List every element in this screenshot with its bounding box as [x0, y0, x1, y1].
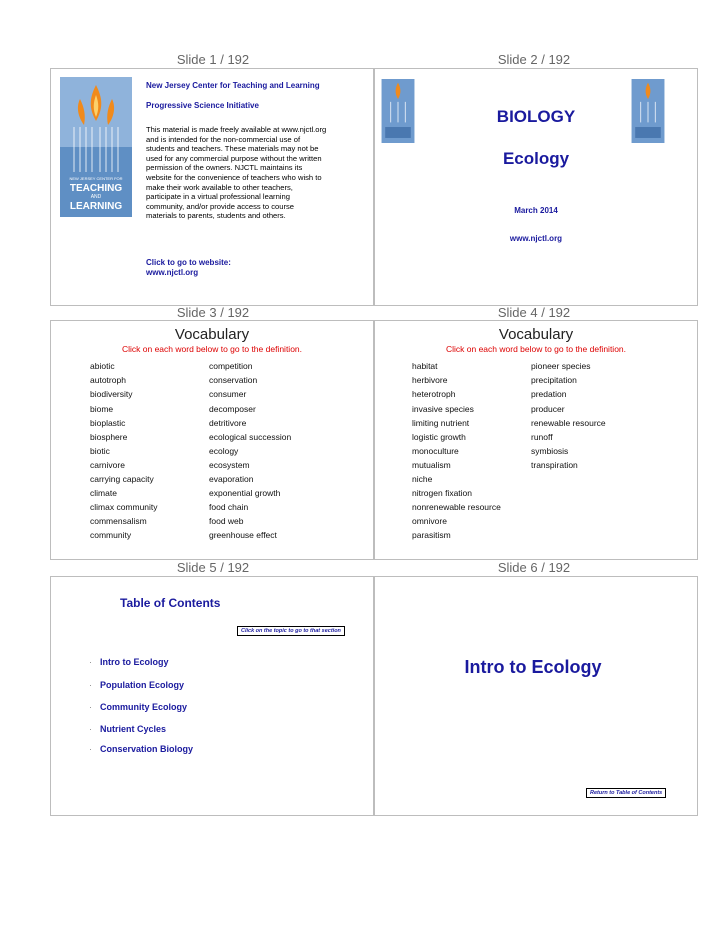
toc-item-community-ecology[interactable]: · Community Ecology [89, 702, 188, 712]
toc-item-conservation-biology[interactable]: · Conservation Biology [89, 744, 194, 754]
vocab-word[interactable]: community [90, 530, 132, 540]
vocab-word[interactable]: omnivore [412, 516, 447, 526]
vocab-word[interactable]: habitat [412, 361, 438, 371]
vocab-word[interactable]: biodiversity [90, 389, 133, 399]
vocab-word[interactable]: ecosystem [209, 460, 250, 470]
vocab-word[interactable]: consumer [209, 389, 247, 399]
slide-2-url[interactable]: www.njctl.org [509, 234, 563, 243]
slide-3-title: Vocabulary [174, 326, 250, 343]
vocab-word[interactable]: pioneer species [531, 361, 591, 371]
vocab-word[interactable]: evaporation [209, 474, 254, 484]
initiative-name: Progressive Science Initiative [146, 101, 259, 110]
svg-text:TEACHING: TEACHING [69, 183, 123, 194]
vocab-word[interactable]: ecological succession [209, 432, 292, 442]
slide-4-title: Vocabulary [498, 326, 574, 343]
vocab-word[interactable]: mutualism [412, 460, 451, 470]
vocab-word[interactable]: herbivore [412, 375, 448, 385]
svg-text:NEW JERSEY CENTER FOR: NEW JERSEY CENTER FOR [69, 176, 123, 181]
vocab-word[interactable]: abiotic [90, 361, 115, 371]
vocab-word[interactable]: commensalism [90, 516, 147, 526]
vocab-word[interactable]: logistic growth [412, 432, 466, 442]
vocab-word[interactable]: transpiration [531, 460, 578, 470]
vocab-word[interactable]: heterotroph [412, 389, 456, 399]
vocab-word[interactable]: producer [531, 404, 565, 414]
vocab-word[interactable]: biome [90, 404, 114, 414]
slide-2-date: March 2014 [514, 206, 558, 215]
vocab-word[interactable]: symbiosis [531, 446, 569, 456]
slide-1[interactable] [50, 68, 374, 306]
njctl-logo [60, 77, 132, 217]
slide-5[interactable] [50, 576, 374, 816]
vocab-word[interactable]: predation [531, 389, 567, 399]
vocab-word[interactable]: climate [90, 488, 117, 498]
vocab-word[interactable]: runoff [531, 432, 553, 442]
toc-item-intro-to-ecology[interactable]: · Intro to Ecology [89, 657, 169, 667]
vocab-word[interactable]: renewable resource [531, 418, 606, 428]
toc-item-nutrient-cycles[interactable]: · Nutrient Cycles [89, 724, 167, 734]
slide-6[interactable] [374, 576, 698, 816]
vocab-word[interactable]: food web [209, 516, 244, 526]
website-link[interactable]: www.njctl.org [146, 268, 199, 277]
slide-4-instruction: Click on each word below to go to the definition. [445, 344, 627, 354]
website-link-label[interactable]: Click to go to website: [146, 258, 231, 267]
vocab-word[interactable]: monoculture [412, 446, 459, 456]
svg-text:LEARNING: LEARNING [69, 201, 123, 212]
slide-5-label: Slide 5 / 192 [176, 560, 250, 575]
vocab-word[interactable]: carrying capacity [90, 474, 154, 484]
slide-3-label: Slide 3 / 192 [176, 305, 250, 320]
slide-3-instruction: Click on each word below to go to the definition. [121, 344, 303, 354]
vocab-word[interactable]: decomposer [209, 404, 256, 414]
vocab-word[interactable]: biotic [90, 446, 110, 456]
vocab-word[interactable]: bioplastic [90, 418, 126, 428]
slide-6-label: Slide 6 / 192 [497, 560, 571, 575]
slide-2-label: Slide 2 / 192 [497, 52, 571, 67]
slide-1-label: Slide 1 / 192 [176, 52, 250, 67]
slide-4-label: Slide 4 / 192 [497, 305, 571, 320]
slide-2-title: BIOLOGY [496, 107, 576, 126]
org-name: New Jersey Center for Teaching and Learning [146, 81, 320, 90]
vocab-word[interactable]: greenhouse effect [209, 530, 277, 540]
vocab-word[interactable]: climax community [90, 502, 158, 512]
copyright-notice: This material is made freely available at www.njctl.org and is intended for the non-commercial use of students and teachers. These materials may not be used for any commercial purpose without the written permission of the owners. NJCTL maintains its website for the convenience of teachers who wish to make their work available to other teachers, participate in a virtual professional learning community, and/or provide access to course materials to parents, students and others. [146, 125, 327, 221]
vocab-word[interactable]: nonrenewable resource [412, 502, 501, 512]
vocab-word[interactable]: biosphere [90, 432, 128, 442]
toc-title: Table of Contents [120, 596, 221, 610]
slide-2-subtitle: Ecology [502, 149, 570, 168]
vocab-word[interactable]: precipitation [531, 375, 577, 385]
vocab-word[interactable]: invasive species [412, 404, 474, 414]
section-title: Intro to Ecology [464, 657, 602, 677]
vocab-word[interactable]: parasitism [412, 530, 451, 540]
vocab-word[interactable]: ecology [209, 446, 239, 456]
toc-hint: Click on the topic to go to that section [237, 626, 345, 636]
vocab-word[interactable]: detritivore [209, 418, 247, 428]
vocab-word[interactable]: food chain [209, 502, 249, 512]
slide-4[interactable] [374, 320, 698, 560]
vocab-word[interactable]: niche [412, 474, 433, 484]
svg-text:AND: AND [90, 194, 102, 200]
slide-3[interactable] [50, 320, 374, 560]
vocab-word[interactable]: autotroph [90, 375, 126, 385]
vocab-word[interactable]: competition [209, 361, 253, 371]
vocab-word[interactable]: nitrogen fixation [412, 488, 473, 498]
vocab-word[interactable]: conservation [209, 375, 258, 385]
slide-2[interactable] [374, 68, 698, 306]
return-to-toc-button[interactable]: Return to Table of Contents [586, 788, 666, 798]
vocab-word[interactable]: limiting nutrient [412, 418, 470, 428]
vocab-word[interactable]: carnivore [90, 460, 125, 470]
toc-item-population-ecology[interactable]: · Population Ecology [89, 680, 185, 690]
vocab-word[interactable]: exponential growth [209, 488, 281, 498]
